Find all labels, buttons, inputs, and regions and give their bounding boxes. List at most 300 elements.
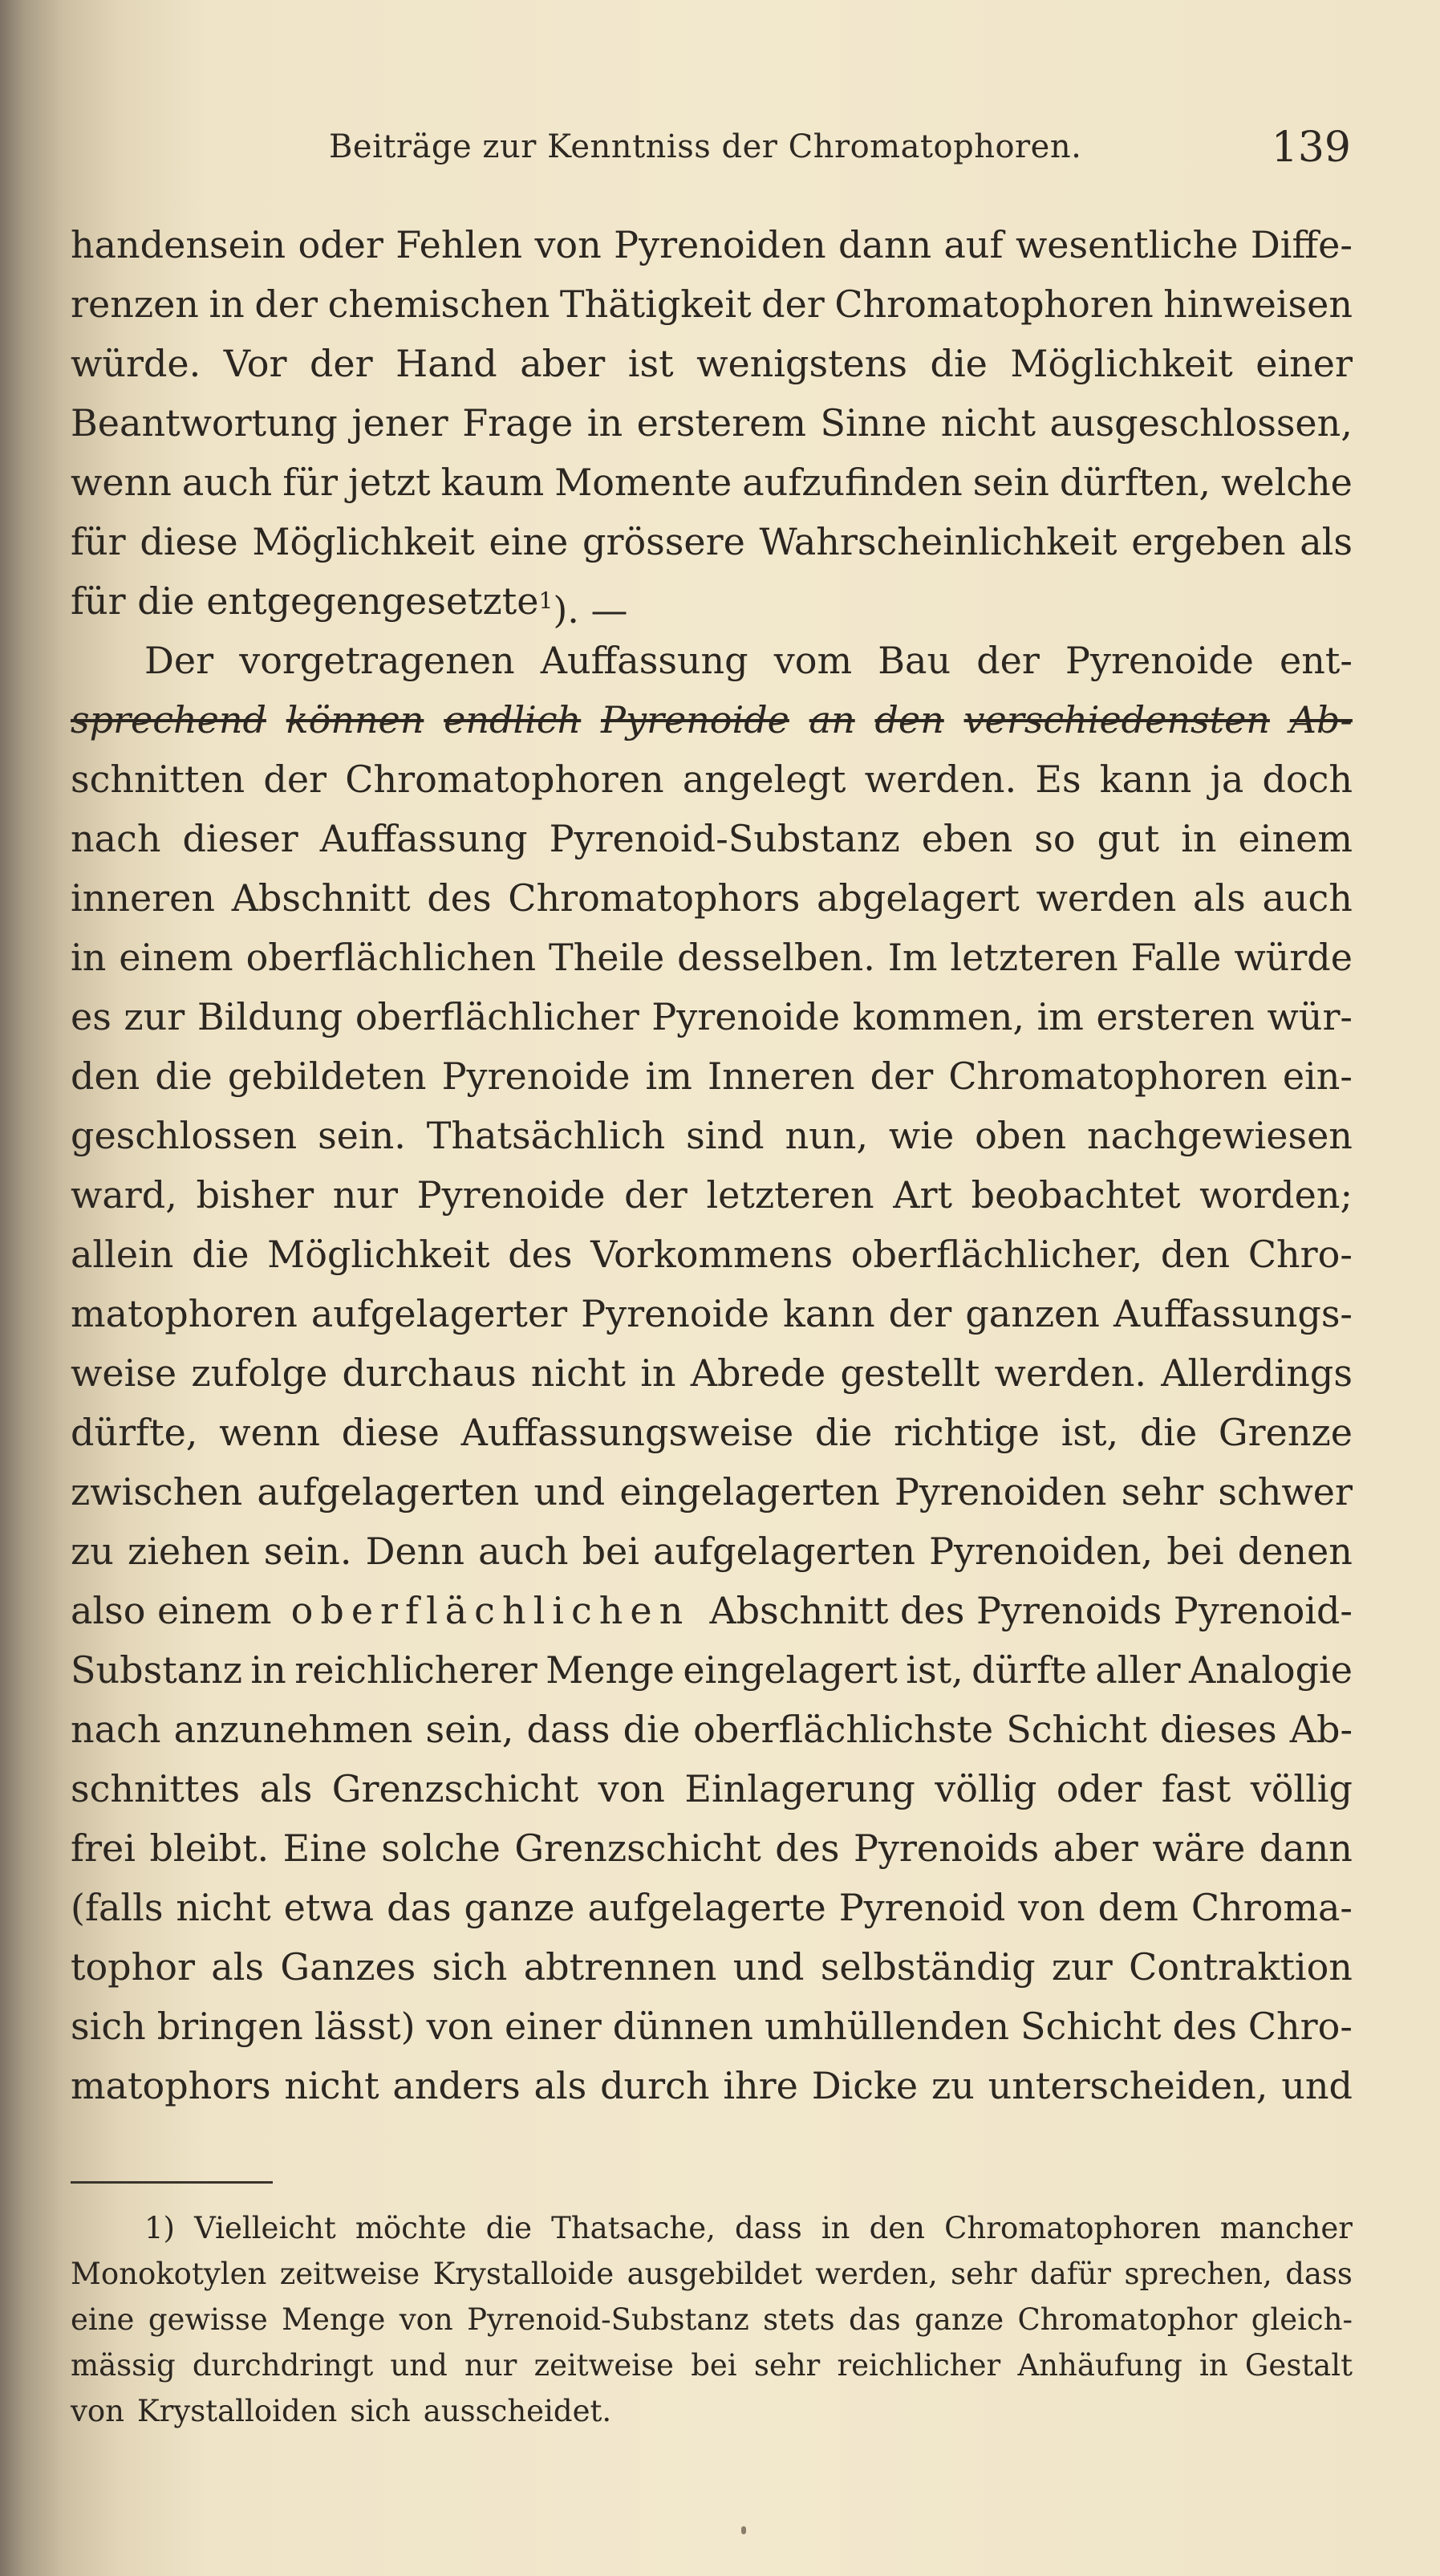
word: Chromatophoren (834, 282, 1154, 326)
body-line (71, 1997, 1353, 2056)
word: dürften, (1059, 461, 1211, 504)
word: Art (893, 1173, 952, 1217)
word: durchdringt (192, 2348, 374, 2383)
word: in (1181, 817, 1217, 860)
body-line-tail: ). — (553, 588, 628, 632)
word: als (1300, 520, 1353, 563)
footnote-line (71, 2251, 1353, 2297)
word: Chromatophoren (944, 2211, 1201, 2245)
word: Thätigkeit (559, 282, 752, 326)
body-line (71, 1878, 1353, 1937)
word: eben (921, 817, 1013, 860)
word: ausgeschlossen, (1049, 401, 1353, 445)
footnotes (71, 2205, 1353, 2434)
word: kommen, (852, 995, 1024, 1038)
word: sein, (425, 1708, 514, 1751)
word: der (263, 758, 327, 801)
word: Möglichkeit (1010, 342, 1233, 385)
word: des (1172, 2005, 1237, 2048)
word: Pyrenoid (838, 1886, 1006, 1929)
word: vorgetragenen (239, 639, 515, 682)
body-line (71, 987, 1353, 1046)
footnote-line (71, 2342, 1353, 2388)
word: von (1018, 1886, 1085, 1929)
footnote-reference[interactable]: 1 (538, 587, 554, 614)
word: werden. (994, 1351, 1147, 1395)
word: der (254, 282, 318, 326)
word: des (508, 1233, 573, 1276)
word: eine (71, 2302, 135, 2337)
word: der (976, 639, 1040, 682)
word: nicht (176, 1886, 271, 1929)
word: oberflächlicher (355, 995, 639, 1038)
word: gebildeten (227, 1054, 427, 1098)
word: fast (1161, 1767, 1231, 1810)
word: oberflächlichen (245, 936, 537, 979)
word: Chroma- (1191, 1886, 1353, 1929)
word: Bildung (197, 995, 343, 1038)
word: Pyrenoiden (894, 1470, 1107, 1514)
word: denen (1237, 1530, 1353, 1573)
word: die (155, 1054, 213, 1098)
word: letzteren (706, 1173, 874, 1217)
word: auch (1262, 876, 1353, 920)
body-line (71, 1640, 1353, 1700)
word: für (71, 520, 126, 563)
word: die (623, 1708, 681, 1751)
word: nachgewiesen (1087, 1114, 1353, 1157)
word: Pyrenoiden (614, 223, 826, 266)
word: von (399, 2302, 453, 2337)
body-line-tail: Abschnitt des Pyrenoids Pyrenoid- (709, 1589, 1353, 1632)
word: Auffassungsweise (460, 1411, 794, 1454)
word: in (71, 936, 107, 979)
word: Es (1035, 758, 1081, 801)
word: nach (71, 817, 161, 860)
word: solche (381, 1826, 501, 1870)
word: zufolge (191, 1351, 328, 1395)
word: nicht (284, 2064, 379, 2107)
word: die (485, 2211, 533, 2245)
word: abgelagert (817, 876, 1020, 920)
word: diese (140, 520, 238, 563)
body-line (71, 512, 1353, 571)
body-line-text: für die entgegengesetzte (71, 579, 539, 623)
word: etwa (283, 1886, 375, 1929)
word: Grenzschicht (331, 1767, 579, 1810)
word: Eine (282, 1826, 367, 1870)
word: bei (691, 2348, 737, 2383)
word: diese (341, 1411, 440, 1454)
word: Theile (548, 936, 665, 979)
body-text (71, 215, 1353, 2115)
word: nun, (785, 1114, 868, 1157)
body-line (71, 1225, 1353, 1284)
word: Krystalloide (432, 2257, 615, 2291)
word: kaum (440, 461, 545, 504)
spaced-emphasis-word: oberflächlichen (290, 1589, 691, 1632)
word: an (809, 698, 855, 742)
word: und (390, 2348, 448, 2383)
word: bisher (196, 1173, 314, 1217)
word: nicht (940, 401, 1036, 445)
word: sind (686, 1114, 765, 1157)
word: zeitweise (533, 2348, 674, 2383)
word: es (71, 995, 112, 1038)
word: ist (627, 342, 674, 385)
word: Anhäufung (1017, 2348, 1182, 2383)
word: in (586, 401, 623, 445)
word: wesentliche (1015, 223, 1239, 266)
paper-speck (741, 2526, 746, 2534)
word: den (1160, 1233, 1231, 1276)
word: nur (464, 2348, 517, 2383)
word: dünnen (612, 2005, 753, 2048)
word: völlig (1250, 1767, 1353, 1810)
body-line (71, 1937, 1353, 1997)
word: aufgelagerten (653, 1530, 915, 1573)
word: ja (1210, 758, 1244, 801)
word: bei (582, 1530, 639, 1573)
word: Chro- (1247, 2005, 1353, 2048)
word: verschiedensten (963, 698, 1270, 742)
word: die (1139, 1411, 1198, 1454)
body-line (71, 1284, 1353, 1343)
word: richtige (894, 1411, 1040, 1454)
word: werden (1036, 876, 1177, 920)
word: Vorkommens (590, 1233, 834, 1276)
body-line (71, 1106, 1353, 1165)
word: sein. (263, 1530, 352, 1573)
word: werden. (864, 758, 1017, 801)
word: Pyrenoide (1065, 639, 1254, 682)
word: Hand (395, 342, 497, 385)
word: Thatsache, (551, 2211, 716, 2245)
word: möchte (355, 2211, 467, 2245)
word: Gestalt (1244, 2348, 1353, 2383)
word: zwischen (71, 1470, 243, 1514)
word: Pyrenoiden, (929, 1530, 1154, 1573)
word: Chro- (1247, 1233, 1353, 1276)
word: grössere (582, 520, 745, 563)
word: und (533, 1470, 606, 1514)
word: oder (1056, 1767, 1142, 1810)
word: dass (734, 2211, 802, 2245)
running-title: Beiträge zur Kenntniss der Chromatophoren. (329, 128, 1082, 165)
word: Pyrenoids (853, 1826, 1040, 1870)
word: stets (763, 2302, 835, 2337)
word: durch (600, 2064, 710, 2107)
word: gewisse (148, 2302, 268, 2337)
word: nur (332, 1173, 398, 1217)
word: Analogie (1188, 1648, 1353, 1692)
word: gleich- (1251, 2302, 1353, 2337)
word: oder (298, 223, 383, 266)
word: Dicke (811, 2064, 919, 2107)
footnote-line (71, 2205, 1353, 2251)
body-line-head: also einem (71, 1589, 272, 1632)
word: anders (392, 2064, 521, 2107)
body-line (71, 1403, 1353, 1462)
word: der (309, 342, 373, 385)
word: der (888, 1292, 952, 1335)
word: auch (478, 1530, 569, 1573)
word: worden; (1199, 1173, 1353, 1217)
word: ausscheidet. (423, 2394, 612, 2428)
footnote-line (71, 2388, 1353, 2434)
word: eine (489, 520, 569, 563)
word: aufgelagerte (587, 1886, 826, 1929)
word: lässt) (314, 2005, 416, 2048)
word: sprechend (71, 698, 266, 742)
word: von (426, 2005, 493, 2048)
word: zu (71, 1530, 114, 1573)
word: im (645, 1054, 692, 1098)
body-line (71, 1343, 1353, 1403)
word: als (211, 1945, 265, 1989)
word: jener (351, 401, 448, 445)
word: nicht (530, 1351, 626, 1395)
word: bringen (156, 2005, 303, 2048)
word: Ab- (1289, 1708, 1353, 1751)
word: abtrennen (523, 1945, 717, 1989)
word: geschlossen (71, 1114, 298, 1157)
word: Chromatophoren (948, 1054, 1268, 1098)
body-line (71, 1522, 1353, 1581)
word: kann (783, 1292, 875, 1335)
word: tophor (71, 1945, 195, 1989)
word: Allerdings (1161, 1351, 1353, 1395)
word: nach (71, 1708, 161, 1751)
word: ist, (1061, 1411, 1119, 1454)
word: weise (71, 1351, 177, 1395)
word: ganze (915, 2302, 1004, 2337)
word: Auffassungs- (1113, 1292, 1353, 1335)
word: den (71, 1054, 140, 1098)
word: oberflächlichste (693, 1708, 994, 1751)
word: frei (71, 1826, 136, 1870)
word: beobachtet (971, 1173, 1181, 1217)
word: der (761, 282, 825, 326)
word: endlich (444, 698, 582, 742)
word: dann (838, 223, 932, 266)
word: von (71, 2394, 125, 2428)
word: aufgelagerten (257, 1470, 520, 1514)
word: sein (972, 461, 1049, 504)
word: Pyrenoide (581, 1292, 769, 1335)
word: Frage (462, 401, 574, 445)
word: der (870, 1054, 934, 1098)
word: Bau (878, 639, 951, 682)
word: Möglichkeit (267, 1233, 490, 1276)
word: zu (931, 2064, 975, 2107)
body-line-paragraph-start (71, 631, 1353, 690)
word: werden, (815, 2257, 938, 2291)
word: in (640, 1351, 676, 1395)
word: ganzen (965, 1292, 1100, 1335)
body-line (71, 453, 1353, 512)
word: angelegt (682, 758, 846, 801)
word: dürfte (971, 1648, 1087, 1692)
word: Contraktion (1129, 1945, 1353, 1989)
word: schwer (1218, 1470, 1353, 1514)
word: allein (71, 1233, 174, 1276)
word: sehr (753, 2348, 821, 2383)
word: Falle (1130, 936, 1222, 979)
word: völlig (935, 1767, 1037, 1810)
word: würde. (71, 342, 201, 385)
word: wür- (1267, 995, 1353, 1038)
word: Wahrscheinlichkeit (759, 520, 1118, 563)
word: ersteren (1096, 995, 1255, 1038)
word: reichlicher (837, 2348, 1001, 2383)
word: dann (1259, 1826, 1353, 1870)
word: bleibt. (149, 1826, 270, 1870)
word: aber (1053, 1826, 1138, 1870)
word: dafür (1030, 2257, 1111, 2291)
word: handensein (71, 223, 286, 266)
word: der (624, 1173, 688, 1217)
body-line (71, 1818, 1353, 1878)
word: des (427, 876, 492, 920)
word: Abschnitt (231, 876, 411, 920)
page-number: 139 (1271, 124, 1351, 172)
body-line (71, 1046, 1353, 1106)
word: 1) (144, 2211, 175, 2245)
word: ent- (1280, 639, 1353, 682)
word: wenn (71, 461, 172, 504)
word: die (930, 342, 988, 385)
word: als (1193, 876, 1246, 920)
word: bei (1166, 1530, 1224, 1573)
word: aufzufinden (742, 461, 963, 504)
body-line (71, 809, 1353, 868)
word: jetzt (347, 461, 431, 504)
word: ein- (1282, 1054, 1353, 1098)
word: (falls (71, 1886, 164, 1929)
word: des (775, 1826, 840, 1870)
word: für (282, 461, 338, 504)
word: hinweisen (1163, 282, 1353, 326)
body-line (71, 868, 1353, 928)
word: ihre (723, 2064, 798, 2107)
body-line-emphasis (71, 1581, 1353, 1640)
footnote-line (71, 2297, 1353, 2342)
word: Im (887, 936, 938, 979)
word: in (209, 282, 245, 326)
word: die (814, 1411, 873, 1454)
word: Schicht (1006, 1708, 1147, 1751)
word: mancher (1219, 2211, 1353, 2245)
word: aller (1095, 1648, 1181, 1692)
word: wäre (1152, 1826, 1246, 1870)
word: Momente (554, 461, 732, 504)
word: ausgebildet (627, 2257, 802, 2291)
word: Pyrenoide (601, 698, 789, 742)
word: letzteren (950, 936, 1118, 979)
word: sich (71, 2005, 146, 2048)
footnote-divider (71, 2181, 273, 2184)
word: Pyrenoide (651, 995, 841, 1038)
word: dass (1285, 2257, 1353, 2291)
word: Ganzes (280, 1945, 416, 1989)
word: Auffassung (540, 639, 748, 682)
word: anzunehmen (173, 1708, 413, 1751)
body-line (71, 1700, 1353, 1759)
word: matophoren (71, 1292, 298, 1335)
word: auch (181, 461, 273, 504)
word: Grenze (1218, 1411, 1353, 1454)
word: in (250, 1648, 286, 1692)
word: einer (504, 2005, 602, 2048)
word: Chromatophors (508, 876, 801, 920)
word: ergeben (1131, 520, 1286, 563)
footnote-reference-group (539, 571, 628, 631)
word: Beantwortung (71, 401, 338, 445)
body-line (71, 1165, 1353, 1225)
word: wenigstens (696, 342, 908, 385)
word: Pyrenoide (441, 1054, 631, 1098)
word: sein. (318, 1114, 406, 1157)
word: ward, (71, 1173, 177, 1217)
word: Einlagerung (684, 1767, 915, 1810)
word: ist, (906, 1648, 963, 1692)
word: einem (119, 936, 233, 979)
word: Möglichkeit (252, 520, 475, 563)
word: durchaus (342, 1351, 517, 1395)
word: eingelagert (683, 1648, 898, 1692)
word: von (534, 223, 602, 266)
word: Menge (282, 2302, 386, 2337)
word: Grenzschicht (514, 1826, 761, 1870)
word: Ab- (1289, 698, 1353, 742)
word: oben (975, 1114, 1067, 1157)
word: in (821, 2211, 850, 2245)
word: kann (1099, 758, 1192, 801)
body-line (71, 750, 1353, 809)
word: als (259, 1767, 313, 1810)
word: zur (124, 995, 185, 1038)
word: zeitweise (279, 2257, 420, 2291)
body-line-struck (71, 690, 1353, 750)
word: aber (520, 342, 606, 385)
word: inneren (71, 876, 216, 920)
word: ersterem (636, 401, 806, 445)
word: Denn (365, 1530, 464, 1573)
word: chemischen (327, 282, 550, 326)
body-line (71, 928, 1353, 987)
word: wenn (219, 1411, 320, 1454)
word: Menge (546, 1648, 675, 1692)
word: sprechen, (1124, 2257, 1272, 2291)
word: die (192, 1233, 249, 1276)
word: schnittes (71, 1767, 241, 1810)
word: und (732, 1945, 805, 1989)
word: dass (526, 1708, 610, 1751)
word: Vielleicht (194, 2211, 336, 2245)
word: Krystalloiden (137, 2394, 338, 2428)
word: sich (432, 1945, 508, 1989)
word: sehr (1121, 1470, 1204, 1514)
word: so (1034, 817, 1076, 860)
word: Fehlen (395, 223, 523, 266)
word: von (598, 1767, 665, 1810)
body-line (71, 334, 1353, 393)
body-line (71, 274, 1353, 334)
word: mässig (71, 2348, 176, 2383)
body-line (71, 1759, 1353, 1818)
word: gut (1097, 817, 1160, 860)
